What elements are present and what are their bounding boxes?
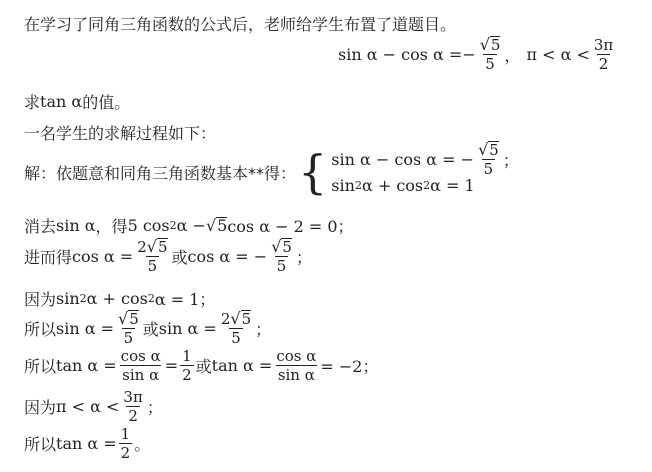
step8-line [24, 425, 150, 462]
step5-label: 所以 [24, 320, 57, 339]
step4-m2: α + cos [86, 289, 148, 308]
step4-m3: α = 1； [154, 290, 216, 309]
step6-m2: tan α = [211, 356, 273, 375]
step6-num1: cos α [120, 347, 161, 365]
ask-math: tan α [40, 92, 83, 111]
system-eq1 [331, 139, 519, 178]
given-lhs: sin α − cos α =− [338, 45, 476, 64]
sqrt-sign: √ [118, 309, 129, 328]
step5-m1: sin α = [56, 319, 115, 338]
step1-label: 解：依题意和同角三角函数基本**得： [24, 163, 297, 183]
given-equation [338, 36, 617, 73]
ask-line [24, 90, 130, 113]
step6-num2: 1 [182, 347, 192, 365]
given-cond-den: 2 [598, 55, 609, 73]
step3-end: ； [295, 248, 312, 267]
sqrt-sign: √ [146, 237, 157, 256]
step5-num2-rad: 5 [241, 310, 252, 328]
step3-num2-rad: 5 [282, 238, 292, 256]
step2-m3: α − [176, 216, 206, 235]
eq1-lhs: sin α − cos α = − [331, 149, 475, 169]
step5-num1-rad: 5 [129, 310, 139, 328]
step2-rad: 5 [217, 215, 228, 235]
step2-sqrt [206, 217, 227, 235]
step5-m2: sin α = [158, 319, 217, 338]
step6-den2: 2 [182, 366, 192, 384]
given-fraction [478, 36, 503, 73]
step6-frac3 [274, 347, 318, 384]
step5-den1: 5 [123, 329, 134, 347]
step3-den2: 5 [276, 257, 287, 275]
step7-den: 2 [128, 407, 138, 425]
system-rows [331, 139, 519, 198]
solution-intro-label: 一名学生的求解过程如下： [24, 124, 217, 143]
given-cond-num: 3π [593, 36, 614, 54]
step6-den3: sin α [277, 366, 315, 384]
eq2-b: α + cos [361, 175, 424, 195]
step3-or: 或 [171, 248, 188, 267]
step7-label: 因为 [24, 398, 57, 417]
step2-math1: sin α [56, 216, 96, 235]
eq2-c: α = 1 [430, 175, 475, 195]
ask-prefix: 求 [24, 93, 41, 112]
step8-label: 所以 [24, 435, 57, 454]
step3-num1-pre: 2 [137, 238, 147, 256]
step2-line [24, 214, 354, 237]
step6-eq: = [164, 356, 179, 375]
step2-m4: cos α − 2 = 0； [227, 217, 354, 236]
step3-den1: 5 [147, 257, 158, 275]
intro-label: 在学习了同角三角函数的公式后，老师给学生布置了道题目。 [24, 15, 457, 34]
step5-frac2 [219, 310, 253, 347]
sqrt-sign: √ [205, 215, 217, 235]
step7-m1: π < α < [56, 397, 120, 416]
system-eq2 [331, 172, 519, 198]
step4-m1: sin [56, 289, 80, 308]
step6-m3: = −2； [320, 357, 379, 376]
step8-m1: tan α = [56, 434, 117, 453]
ask-suffix: 的值。 [82, 93, 131, 112]
step3-label: 进而得 [24, 248, 73, 267]
step8-den: 2 [120, 444, 131, 462]
step6-label: 所以 [24, 357, 57, 376]
step6-frac2 [180, 347, 194, 384]
step1-system [24, 139, 519, 199]
given-frac-num: 5 [490, 36, 501, 54]
step5-end: ； [255, 320, 272, 339]
step2-m2: 5 cos [127, 216, 170, 235]
given-frac-den: 5 [485, 55, 495, 73]
step5-den2: 5 [231, 329, 241, 347]
solution-intro [24, 121, 216, 144]
step7-num: 3π [123, 388, 143, 406]
step6-m1: tan α = [56, 356, 117, 375]
step2-label: 消去 [24, 217, 57, 236]
step8-frac [119, 425, 133, 462]
step3-m2: cos α = − [187, 247, 268, 266]
step6-frac1 [119, 347, 163, 384]
sqrt-sign: √ [478, 139, 489, 159]
intro-text [24, 12, 456, 35]
step3-frac2 [269, 238, 294, 275]
step4-sup2: 2 [147, 292, 155, 305]
step8-end: 。 [134, 435, 151, 454]
eq1-num: 5 [489, 140, 499, 159]
step5-num2-pre: 2 [220, 310, 231, 328]
step6-line [24, 347, 378, 384]
step6-num3: cos α [276, 347, 317, 365]
step2-mid: ，得 [95, 217, 128, 236]
step5-line [24, 310, 271, 347]
step4-sup1: 2 [79, 292, 87, 305]
step6-or: 或 [195, 357, 212, 376]
step7-line [24, 388, 163, 425]
step4-label: 因为 [24, 290, 57, 309]
eq2-a: sin [331, 175, 355, 195]
step3-frac1 [135, 238, 169, 275]
step7-end: ； [146, 398, 163, 417]
given-cond-fraction [592, 36, 615, 73]
step3-line [24, 238, 312, 275]
step5-or: 或 [142, 320, 159, 339]
step3-num1-rad: 5 [157, 238, 168, 256]
eq1-den: 5 [483, 159, 494, 178]
step3-m1: cos α = [72, 247, 134, 266]
step2-sup: 2 [169, 219, 177, 232]
eq1-end: ； [502, 150, 519, 170]
sqrt-sign: √ [271, 237, 282, 256]
given-condition: π < α < [526, 45, 590, 64]
step8-num: 1 [120, 425, 131, 443]
step5-frac1 [116, 310, 141, 347]
eq2-sup1: 2 [354, 178, 362, 192]
step4-line [24, 287, 215, 310]
left-brace: { [298, 145, 328, 199]
step7-frac [121, 388, 144, 425]
step6-den1: sin α [122, 366, 160, 384]
sqrt-sign: √ [479, 35, 490, 54]
sqrt-sign: √ [230, 309, 241, 328]
given-sep: ， [504, 46, 521, 65]
eq2-sup2: 2 [423, 178, 431, 192]
